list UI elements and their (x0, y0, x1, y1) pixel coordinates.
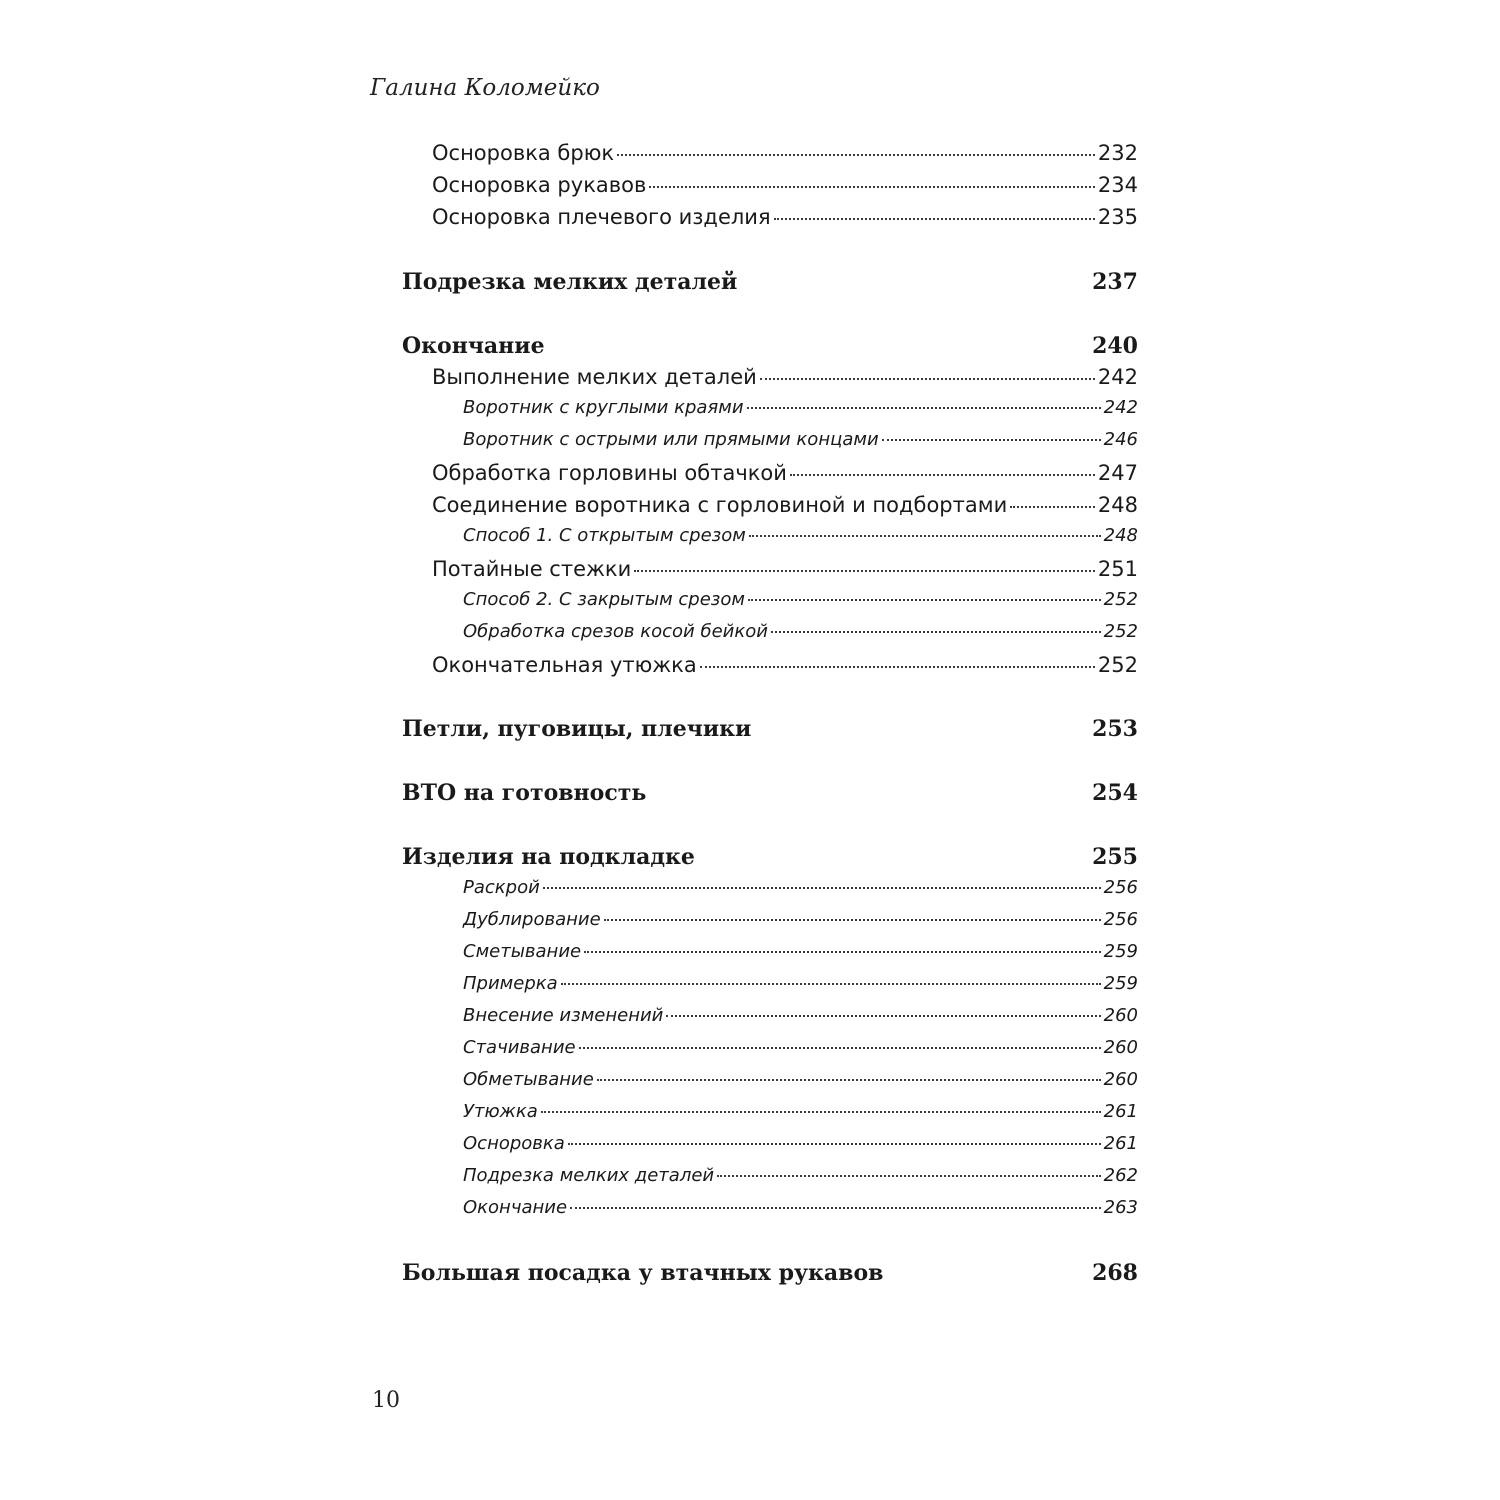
toc-subentry-page: 261 (1103, 1101, 1138, 1122)
toc-leader-dots (541, 1105, 1101, 1113)
toc-leader-dots (568, 1137, 1101, 1145)
toc-subentry (463, 973, 1138, 1005)
toc-leader-dots (749, 529, 1101, 537)
toc-subentry-title: Внесение изменений (463, 1005, 664, 1026)
toc-subentry-title: Воротник с круглыми краями (463, 397, 744, 418)
toc-chapter-page: 253 (1092, 716, 1138, 742)
toc-entry-page: 248 (1097, 493, 1138, 517)
toc-leader-dots (1010, 500, 1095, 508)
toc-subentry (463, 1165, 1138, 1197)
toc-chapter-title: Подрезка мелких деталей (402, 269, 738, 295)
toc-chapter-title: ВТО на готовность (402, 780, 647, 806)
toc-chapter-title: Петли, пуговицы, плечики (402, 716, 752, 742)
toc-leader-dots (579, 1041, 1101, 1049)
toc-entry-title: Обработка горловины обтачкой (432, 461, 787, 485)
page-number: 10 (372, 1388, 400, 1413)
toc-subentry-page: 259 (1103, 973, 1138, 994)
toc-subentry-title: Стачивание (463, 1037, 576, 1058)
toc-chapter-page: 254 (1092, 780, 1138, 806)
toc-subentry (463, 621, 1138, 653)
toc-leader-dots (634, 564, 1095, 572)
toc-entry (432, 365, 1138, 397)
toc-subentry-title: Дублирование (463, 909, 601, 930)
toc-entry-title: Соединение воротника с горловиной и подбортами (432, 493, 1008, 517)
toc-subentry (463, 1197, 1138, 1229)
toc-entry (432, 205, 1138, 237)
toc-subentry (463, 429, 1138, 461)
toc-leader-dots (570, 1201, 1101, 1209)
toc-subentry-page: 263 (1103, 1197, 1138, 1218)
toc-chapter (402, 780, 1138, 812)
toc-leader-dots (760, 372, 1095, 380)
toc-subentry-page: 259 (1103, 941, 1138, 962)
toc-subentry (463, 1037, 1138, 1069)
toc-subentry (463, 1101, 1138, 1133)
toc-subentry (463, 589, 1138, 621)
toc-chapter (402, 333, 1138, 365)
toc-entry-page: 232 (1097, 141, 1138, 165)
toc-leader-dots (666, 1009, 1100, 1017)
toc-subentry (463, 1133, 1138, 1165)
toc-chapter (402, 716, 1138, 748)
toc-chapter-page: 268 (1092, 1260, 1138, 1286)
toc-leader-dots (700, 660, 1095, 668)
toc-subentry (463, 397, 1138, 429)
toc-entry (432, 141, 1138, 173)
toc-subentry-page: 242 (1103, 397, 1138, 418)
toc-subentry-page: 262 (1103, 1165, 1138, 1186)
toc-chapter (402, 844, 1138, 876)
toc-subentry-title: Способ 1. С открытым срезом (463, 525, 746, 546)
toc-chapter-page: 237 (1092, 269, 1138, 295)
toc-subentry-page: 260 (1103, 1069, 1138, 1090)
toc-subentry (463, 525, 1138, 557)
toc-entry-title: Окончательная утюжка (432, 653, 697, 677)
toc-entry (432, 173, 1138, 205)
toc-subentry-title: Обработка срезов косой бейкой (463, 621, 768, 642)
toc-subentry-title: Утюжка (463, 1101, 538, 1122)
toc-entry (432, 461, 1138, 493)
toc-entry-title: Потайные стежки (432, 557, 632, 581)
running-header-author: Галина Коломейко (370, 75, 600, 101)
toc-entry-page: 251 (1097, 557, 1138, 581)
toc-leader-dots (774, 212, 1095, 220)
toc-subentry-page: 260 (1103, 1037, 1138, 1058)
toc-subentry (463, 1069, 1138, 1101)
toc-entry-page: 234 (1097, 173, 1138, 197)
toc-leader-dots (649, 180, 1095, 188)
toc-subentry-title: Раскрой (463, 877, 540, 898)
toc-subentry-title: Сметывание (463, 941, 582, 962)
toc-chapter-page: 255 (1092, 844, 1138, 870)
toc-leader-dots (747, 401, 1101, 409)
toc-subentry (463, 877, 1138, 909)
toc-chapter-page: 240 (1092, 333, 1138, 359)
toc-leader-dots (543, 881, 1101, 889)
toc-leader-dots (597, 1073, 1101, 1081)
toc-chapter (402, 1260, 1138, 1292)
toc-leader-dots (584, 945, 1101, 953)
toc-subentry-title: Подрезка мелких деталей (463, 1165, 715, 1186)
toc-subentry-page: 260 (1103, 1005, 1138, 1026)
toc-leader-dots (748, 593, 1101, 601)
toc-subentry (463, 1005, 1138, 1037)
toc-subentry-title: Воротник с острыми или прямыми концами (463, 429, 879, 450)
toc-entry (432, 557, 1138, 589)
toc-subentry-title: Осноровка (463, 1133, 565, 1154)
toc-entry-page: 242 (1097, 365, 1138, 389)
toc-chapter (402, 269, 1138, 301)
toc-entry-title: Осноровка плечевого изделия (432, 205, 771, 229)
toc-leader-dots (790, 468, 1095, 476)
toc-leader-dots (561, 977, 1101, 985)
toc-chapter-title: Окончание (402, 333, 545, 359)
toc-entry (432, 493, 1138, 525)
toc-entry-page: 235 (1097, 205, 1138, 229)
toc-entry-page: 247 (1097, 461, 1138, 485)
toc-subentry-page: 246 (1103, 429, 1138, 450)
toc-leader-dots (617, 148, 1095, 156)
toc-entry-page: 252 (1097, 653, 1138, 677)
toc-entry (432, 653, 1138, 685)
toc-subentry-title: Способ 2. С закрытым срезом (463, 589, 745, 610)
toc-entry-title: Выполнение мелких деталей (432, 365, 757, 389)
toc-subentry (463, 941, 1138, 973)
toc-subentry-page: 252 (1103, 589, 1138, 610)
toc-subentry-title: Окончание (463, 1197, 568, 1218)
toc-subentry-title: Обметывание (463, 1069, 594, 1090)
toc-entry-title: Осноровка брюк (432, 141, 615, 165)
toc-subentry-page: 256 (1103, 909, 1138, 930)
toc-subentry-page: 248 (1103, 525, 1138, 546)
toc-chapter-title: Большая посадка у втачных рукавов (402, 1260, 884, 1286)
toc-subentry-page: 252 (1103, 621, 1138, 642)
toc-chapter-title: Изделия на подкладке (402, 844, 695, 870)
toc-leader-dots (771, 625, 1101, 633)
toc-subentry (463, 909, 1138, 941)
toc-leader-dots (717, 1169, 1101, 1177)
toc-subentry-page: 261 (1103, 1133, 1138, 1154)
toc-subentry-page: 256 (1103, 877, 1138, 898)
toc-leader-dots (604, 913, 1101, 921)
toc-leader-dots (882, 433, 1101, 441)
toc-subentry-title: Примерка (463, 973, 558, 994)
toc-entry-title: Осноровка рукавов (432, 173, 647, 197)
